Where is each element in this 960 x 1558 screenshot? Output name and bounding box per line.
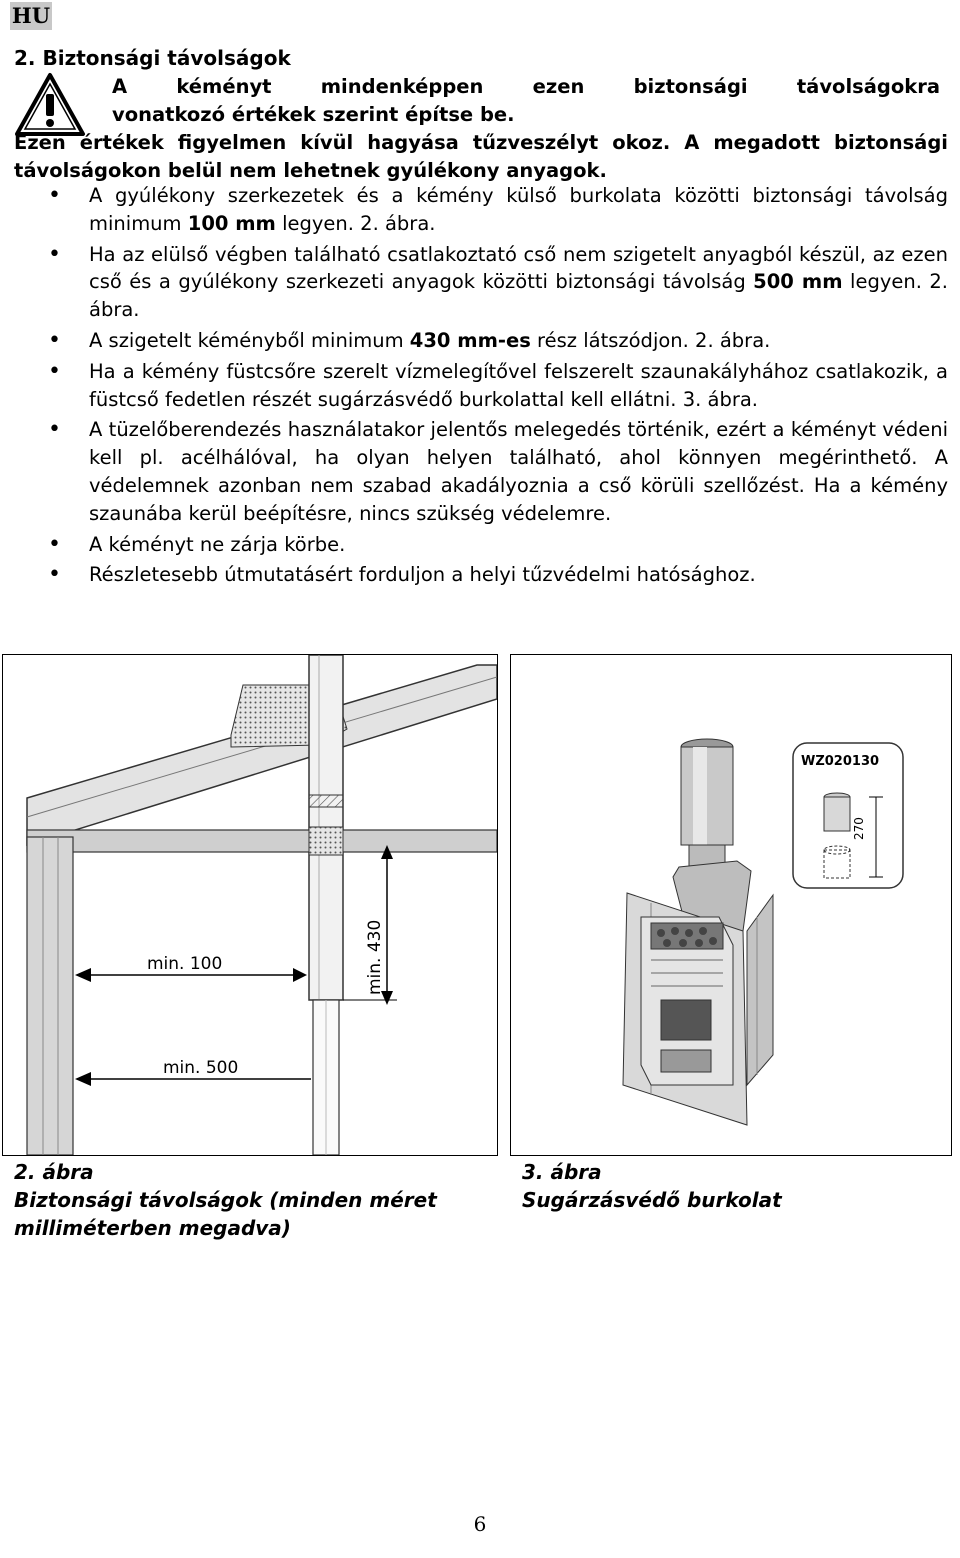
figure-2-caption: Biztonsági távolságok (minden méret milliméterben megadva) xyxy=(14,1188,437,1240)
page-number: 6 xyxy=(473,1512,487,1536)
figure-3-number: 3. ábra xyxy=(522,1160,602,1184)
label-min500: min. 500 xyxy=(163,1058,239,1078)
stove-shield-diagram xyxy=(511,655,951,1155)
figure-3-radiation-shield xyxy=(510,654,952,1156)
safety-rules-list xyxy=(0,182,948,589)
rule-item: • A tüzelőberendezés használatakor jelentős melegedés történik, ezért a kéményt védeni kell pl. acélhálóval, ha olyan helyen található, ahol könnyen megérinthető. A védelemnek azonban nem szabad akadályoznia a cső körüli szellőzést. Ha a kémény szaunába kerül beépítésre, nincs szükség védelemre. xyxy=(48,417,948,525)
wall xyxy=(27,837,73,1155)
label-min100: min. 100 xyxy=(147,954,223,974)
bullet-icon: • xyxy=(48,241,61,267)
rule-item: • Ha a kémény füstcsőre szerelt vízmelegítővel felszerelt szaunakályhához csatlakozik, a füstcső fedetlen részét sugárzásvédő burkolattal kell ellátni. 3. ábra. xyxy=(48,358,948,411)
bullet-icon: • xyxy=(48,417,61,443)
figure-2-safety-distances xyxy=(2,654,498,1156)
inset-code: WZ020130 xyxy=(801,754,880,769)
bullet-icon: • xyxy=(48,531,61,557)
rule-item: • Részletesebb útmutatásért forduljon a helyi tűzvédelmi hatósághoz. xyxy=(48,562,756,588)
warning-continuation: Ezen értékek figyelmen kívül hagyása tűzveszélyt okoz. A megadott biztonsági távolságokon belül nem lehetnek gyúlékony anyagok. xyxy=(14,131,948,182)
ceiling-beam xyxy=(27,830,497,852)
bullet-icon: • xyxy=(48,183,61,208)
rule-item: • Ha az elülső végben található csatlakoztató cső nem szigetelt anyagból készül, az ezen cső és a gyúlékony szerkezeti anyagok közötti biztonsági távolság 500 mm legyen. 2. ábra. xyxy=(48,241,949,322)
rule-item: • A kéményt ne zárja körbe. xyxy=(48,531,346,557)
language-badge: HU xyxy=(11,3,51,28)
figure-3-caption: Sugárzásvédő burkolat xyxy=(522,1188,782,1212)
inset-dimension: 270 xyxy=(852,817,866,840)
warning-text-line2: vonatkozó értékek szerint építse be. xyxy=(112,103,515,126)
rule-item: • A szigetelt kéményből minimum 430 mm-es rész látszódjon. 2. ábra. xyxy=(48,327,771,353)
section-title: 2. Biztonsági távolságok xyxy=(14,46,291,70)
bullet-icon: • xyxy=(48,562,61,588)
figure-2-number: 2. ábra xyxy=(14,1160,94,1184)
bullet-icon: • xyxy=(48,358,61,384)
label-min430: min. 430 xyxy=(365,919,385,995)
bullet-icon: • xyxy=(48,327,61,353)
chimney-diagram xyxy=(3,655,497,1155)
rule-item: • A gyúlékony szerkezetek és a kémény külső burkolata közötti biztonsági távolság minimum 100 mm legyen. 2. ábra. xyxy=(48,183,948,235)
warning-text-line1: A kéményt mindenképpen ezen biztonsági távolságokra xyxy=(112,75,940,98)
